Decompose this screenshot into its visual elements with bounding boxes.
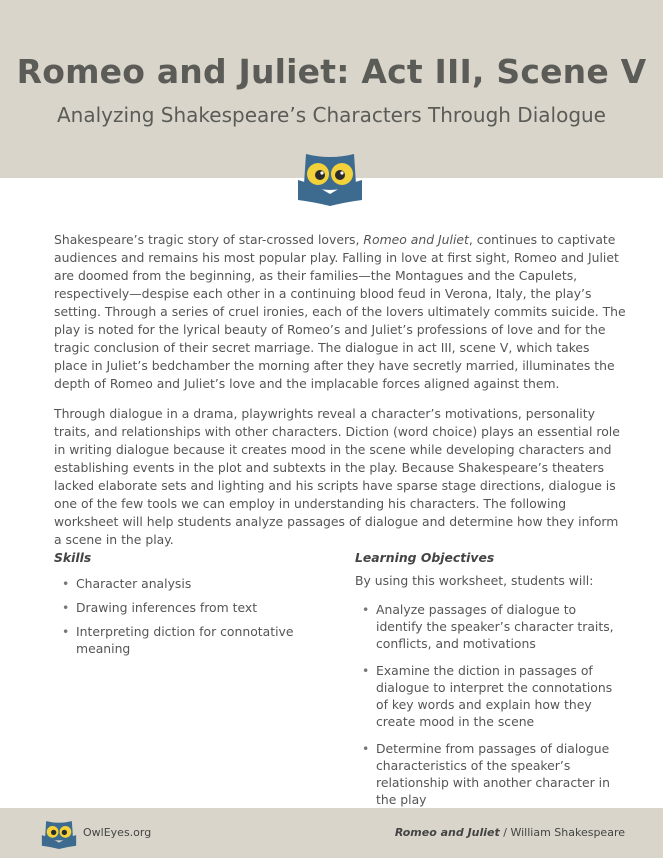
learning-objectives-list [360,601,620,818]
intro-paragraph-1 [54,231,626,393]
page-subtitle: Analyzing Shakespeare’s Characters Through Dialogue [56,103,606,127]
bullet-icon: • [62,600,70,615]
bullet-icon: • [362,663,370,678]
bullet-icon: • [62,576,70,591]
play-title-italic: Romeo and Juliet [363,232,469,247]
bullet-icon: • [62,624,70,639]
objective-item: • Determine from passages of dialogue characteristics of the speaker’s relationship with another character in the play [362,741,610,807]
objective-item: • Examine the diction in passages of dialogue to interpret the connotations of key words and explain how they create mood in the scene [362,663,613,729]
bullet-icon: • [362,741,370,756]
objective-item: • Analyze passages of dialogue to identify the speaker’s character traits, conflicts, and motivations [362,602,614,651]
skills-list [60,575,310,664]
owl-book-icon [296,150,364,206]
bullet-icon: • [362,602,370,617]
page-title: Romeo and Juliet: Act III, Scene V [16,52,647,91]
learning-objectives-heading: Learning Objectives [355,550,495,565]
skills-item: • Drawing inferences from text [62,600,258,615]
credit-separator: / [499,826,511,839]
work-author: William Shakespeare [510,826,625,839]
skills-item: • Character analysis [62,576,192,591]
owl-book-icon[interactable] [40,819,78,849]
site-link[interactable]: OwlEyes.org [83,826,152,839]
work-title: Romeo and Juliet [394,826,500,839]
learning-objectives-intro: By using this worksheet, students will: [355,573,594,588]
skills-item: • Interpreting diction for connotative meaning [62,624,294,656]
paragraph-text: Shakespeare’s tragic story of star-crossed lovers, [54,232,364,247]
paragraph-text: , continues to captivate audiences and remains his most popular play. Falling in love at first sight, Romeo and Juliet are doomed from the beginning, as their families—the Montagues and the Capulets, respectively—despise each other in a continuing blood feud in Verona, Italy, the play’s setting. Through a series of cruel ironies, each of the lovers ultimately commits suicide. The play is noted for the lyrical beauty of Romeo’s and Juliet’s professions of love and for the tragic conclusion of their secret marriage. The dialogue in act III, scene V, which takes place in Juliet’s bedchamber the morning after they have secretly married, illuminates the depth of Romeo and Juliet’s love and the implacable forces aligned against them. [54,232,626,391]
work-credit [395,826,625,839]
intro-paragraph-2: Through dialogue in a drama, playwrights reveal a character’s motivations, personality traits, and relationships with other characters. Diction (word choice) plays an essential role in writing dialogue because it creates mood in the scene while developing characters and establishing events in the plot and subtexts in the play. Because Shakespeare’s theaters lacked elaborate sets and lighting and his scripts have sparse stage directions, dialogue is one of the few tools we can employ in understanding his characters. The following worksheet will help students analyze passages of dialogue and determine how they inform a scene in the play. [54,406,620,547]
skills-heading: Skills [54,550,92,565]
